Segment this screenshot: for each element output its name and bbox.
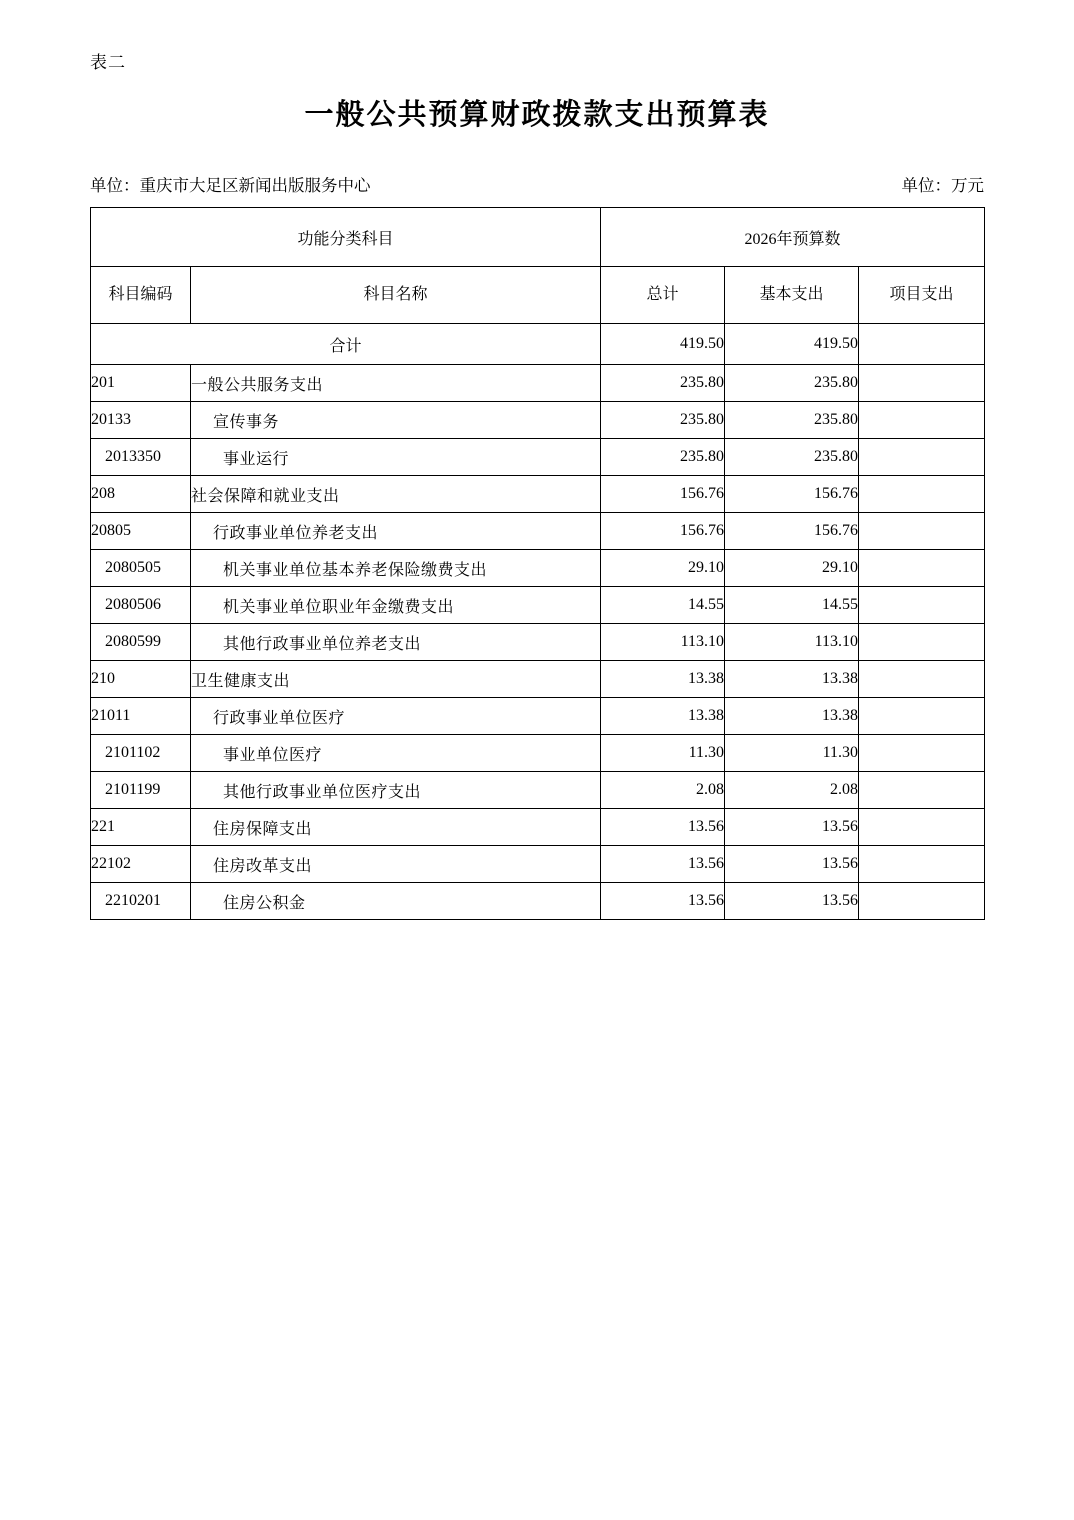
budget-table bbox=[90, 207, 985, 920]
row-code: 2080505 bbox=[91, 550, 191, 587]
row-code: 2210201 bbox=[91, 883, 191, 920]
row-code: 20133 bbox=[91, 402, 191, 439]
row-total: 13.56 bbox=[601, 809, 725, 846]
row-project bbox=[859, 735, 985, 772]
row-basic: 13.56 bbox=[725, 846, 859, 883]
total-row-project bbox=[859, 324, 985, 365]
row-total: 13.56 bbox=[601, 846, 725, 883]
header-group-function: 功能分类科目 bbox=[91, 208, 601, 267]
row-name: 社会保障和就业支出 bbox=[191, 476, 601, 513]
row-code: 2080506 bbox=[91, 587, 191, 624]
row-basic: 113.10 bbox=[725, 624, 859, 661]
row-basic: 2.08 bbox=[725, 772, 859, 809]
row-project bbox=[859, 624, 985, 661]
row-project bbox=[859, 402, 985, 439]
row-project bbox=[859, 476, 985, 513]
row-project bbox=[859, 587, 985, 624]
row-project bbox=[859, 365, 985, 402]
row-project bbox=[859, 550, 985, 587]
row-basic: 235.80 bbox=[725, 402, 859, 439]
page-title: 一般公共预算财政拨款支出预算表 bbox=[304, 99, 770, 131]
row-name: 住房保障支出 bbox=[191, 809, 601, 846]
row-basic: 13.56 bbox=[725, 883, 859, 920]
row-name: 事业运行 bbox=[191, 439, 601, 476]
table-body bbox=[91, 324, 985, 920]
row-name: 行政事业单位医疗 bbox=[191, 698, 601, 735]
row-basic: 11.30 bbox=[725, 735, 859, 772]
row-name: 事业单位医疗 bbox=[191, 735, 601, 772]
unit-name: 单位：重庆市大足区新闻出版服务中心 bbox=[90, 176, 371, 195]
header-group-row bbox=[91, 208, 985, 267]
row-basic: 156.76 bbox=[725, 476, 859, 513]
table-row bbox=[91, 883, 985, 920]
row-total: 14.55 bbox=[601, 587, 725, 624]
meta-row bbox=[90, 172, 984, 196]
row-name: 机关事业单位基本养老保险缴费支出 bbox=[191, 550, 601, 587]
column-header-code: 科目编码 bbox=[91, 267, 191, 324]
table-row bbox=[91, 624, 985, 661]
table-row bbox=[91, 661, 985, 698]
column-header-basic: 基本支出 bbox=[725, 267, 859, 324]
row-name: 其他行政事业单位医疗支出 bbox=[191, 772, 601, 809]
row-basic: 29.10 bbox=[725, 550, 859, 587]
total-row-basic: 419.50 bbox=[725, 324, 859, 365]
table-row bbox=[91, 402, 985, 439]
row-name: 卫生健康支出 bbox=[191, 661, 601, 698]
column-header-name: 科目名称 bbox=[191, 267, 601, 324]
row-name: 一般公共服务支出 bbox=[191, 365, 601, 402]
total-row-total: 419.50 bbox=[601, 324, 725, 365]
row-total: 13.38 bbox=[601, 661, 725, 698]
row-total: 156.76 bbox=[601, 513, 725, 550]
row-basic: 13.38 bbox=[725, 698, 859, 735]
row-total: 235.80 bbox=[601, 439, 725, 476]
row-code: 2080599 bbox=[91, 624, 191, 661]
amount-unit: 单位：万元 bbox=[901, 176, 984, 195]
row-name: 住房改革支出 bbox=[191, 846, 601, 883]
table-row bbox=[91, 476, 985, 513]
row-name: 住房公积金 bbox=[191, 883, 601, 920]
row-code: 221 bbox=[91, 809, 191, 846]
row-total: 13.56 bbox=[601, 883, 725, 920]
row-basic: 14.55 bbox=[725, 587, 859, 624]
row-total: 11.30 bbox=[601, 735, 725, 772]
column-header-total: 总计 bbox=[601, 267, 725, 324]
header-group-budget-year: 2026年预算数 bbox=[601, 208, 985, 267]
total-row-label: 合计 bbox=[91, 324, 601, 365]
table-head bbox=[91, 208, 985, 324]
row-total: 113.10 bbox=[601, 624, 725, 661]
row-basic: 13.38 bbox=[725, 661, 859, 698]
row-total: 235.80 bbox=[601, 402, 725, 439]
header-column-row bbox=[91, 267, 985, 324]
row-name: 宣传事务 bbox=[191, 402, 601, 439]
row-project bbox=[859, 439, 985, 476]
row-total: 235.80 bbox=[601, 365, 725, 402]
row-code: 210 bbox=[91, 661, 191, 698]
row-total: 156.76 bbox=[601, 476, 725, 513]
total-row bbox=[91, 324, 985, 365]
table-row bbox=[91, 550, 985, 587]
row-code: 2013350 bbox=[91, 439, 191, 476]
table-row bbox=[91, 365, 985, 402]
table-row bbox=[91, 587, 985, 624]
row-project bbox=[859, 883, 985, 920]
row-name: 行政事业单位养老支出 bbox=[191, 513, 601, 550]
row-name: 其他行政事业单位养老支出 bbox=[191, 624, 601, 661]
row-total: 2.08 bbox=[601, 772, 725, 809]
row-code: 2101102 bbox=[91, 735, 191, 772]
row-code: 2101199 bbox=[91, 772, 191, 809]
row-basic: 235.80 bbox=[725, 439, 859, 476]
row-basic: 235.80 bbox=[725, 365, 859, 402]
row-project bbox=[859, 846, 985, 883]
table-row bbox=[91, 809, 985, 846]
row-project bbox=[859, 661, 985, 698]
table-row bbox=[91, 439, 985, 476]
row-basic: 156.76 bbox=[725, 513, 859, 550]
sheet-label: 表二 bbox=[90, 53, 126, 72]
column-header-project: 项目支出 bbox=[859, 267, 985, 324]
table-row bbox=[91, 772, 985, 809]
row-code: 20805 bbox=[91, 513, 191, 550]
row-code: 22102 bbox=[91, 846, 191, 883]
table-row bbox=[91, 513, 985, 550]
row-basic: 13.56 bbox=[725, 809, 859, 846]
row-code: 208 bbox=[91, 476, 191, 513]
row-total: 13.38 bbox=[601, 698, 725, 735]
row-project bbox=[859, 809, 985, 846]
table-row bbox=[91, 698, 985, 735]
row-total: 29.10 bbox=[601, 550, 725, 587]
row-code: 201 bbox=[91, 365, 191, 402]
row-name: 机关事业单位职业年金缴费支出 bbox=[191, 587, 601, 624]
row-code: 21011 bbox=[91, 698, 191, 735]
row-project bbox=[859, 698, 985, 735]
row-project bbox=[859, 772, 985, 809]
row-project bbox=[859, 513, 985, 550]
table-row bbox=[91, 735, 985, 772]
table-row bbox=[91, 846, 985, 883]
